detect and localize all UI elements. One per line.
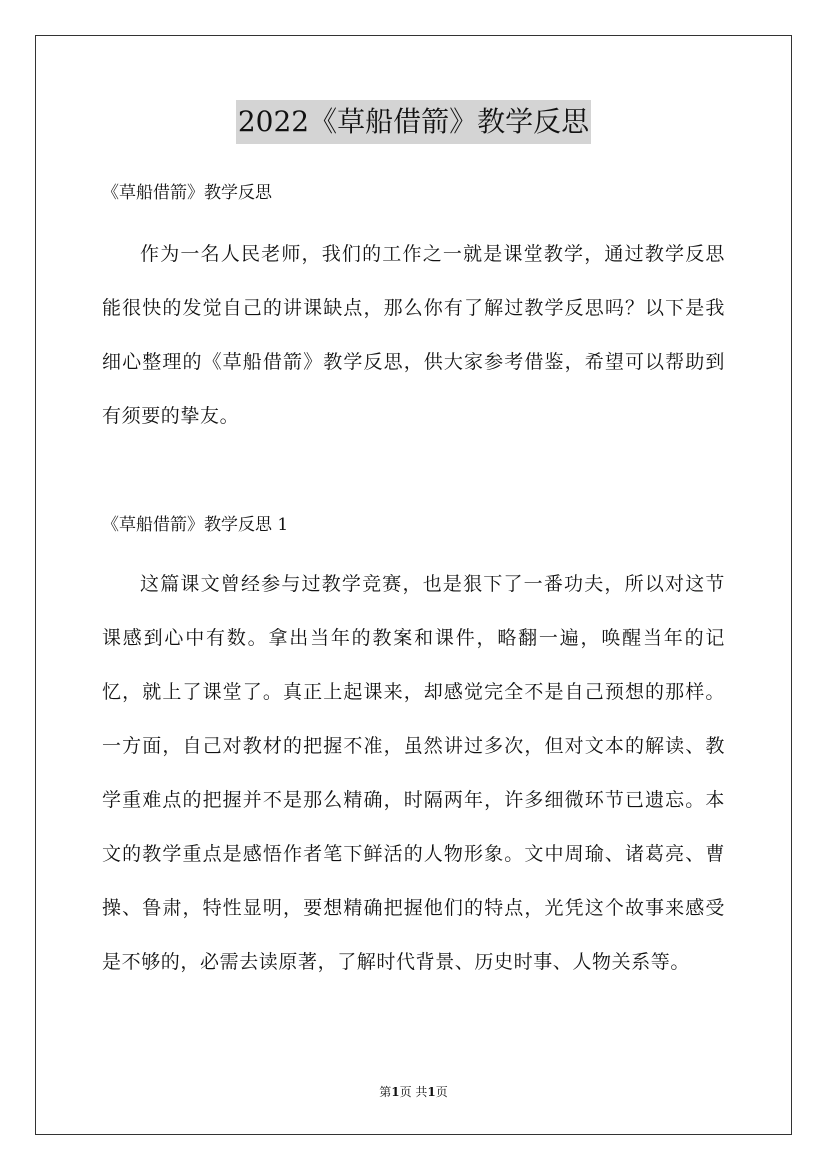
footer-page-suffix: 页: [435, 1085, 448, 1099]
section-heading-intro: 《草船借箭》教学反思: [102, 183, 272, 203]
footer-page-current: 1: [391, 1085, 400, 1099]
paragraph-reflection-1: 这篇课文曾经参与过教学竞赛，也是狠下了一番功夫，所以对这节课感到心中有数。拿出当年的教案和课件，略翻一遍，唤醒当年的记忆，就上了课堂了。真正上起课来，却感觉完全不是自己预想的那样。一方面，自己对教材的把握不准，虽然讲过多次，但对文本的解读、教学重难点的把握并不是那么精确，时隔两年，许多细微环节已遗忘。本文的教学重点是感悟作者笔下鲜活的人物形象。文中周瑜、诸葛亮、曹操、鲁肃，特性显明，要想精确把握他们的特点，光凭这个故事来感受是不够的，必需去读原著，了解时代背景、历史时事、人物关系等。: [102, 573, 725, 973]
footer-page-mid: 页 共: [399, 1085, 428, 1099]
paragraph-intro: 作为一名人民老师，我们的工作之一就是课堂教学，通过教学反思能很快的发觉自己的讲课缺点，那么你有了解过教学反思吗？以下是我细心整理的《草船借箭》教学反思，供大家参考借鉴，希望可以帮助到有须要的挚友。: [102, 243, 725, 427]
page-footer: [0, 1083, 827, 1100]
title-container: [0, 100, 827, 144]
footer-page-total: 1: [427, 1085, 436, 1099]
section-heading-reflection-1: 《草船借箭》教学反思 1: [102, 515, 289, 535]
document-title: 2022《草船借箭》教学反思: [236, 100, 591, 144]
document-body: [102, 175, 725, 989]
footer-page-prefix: 第: [379, 1085, 392, 1099]
